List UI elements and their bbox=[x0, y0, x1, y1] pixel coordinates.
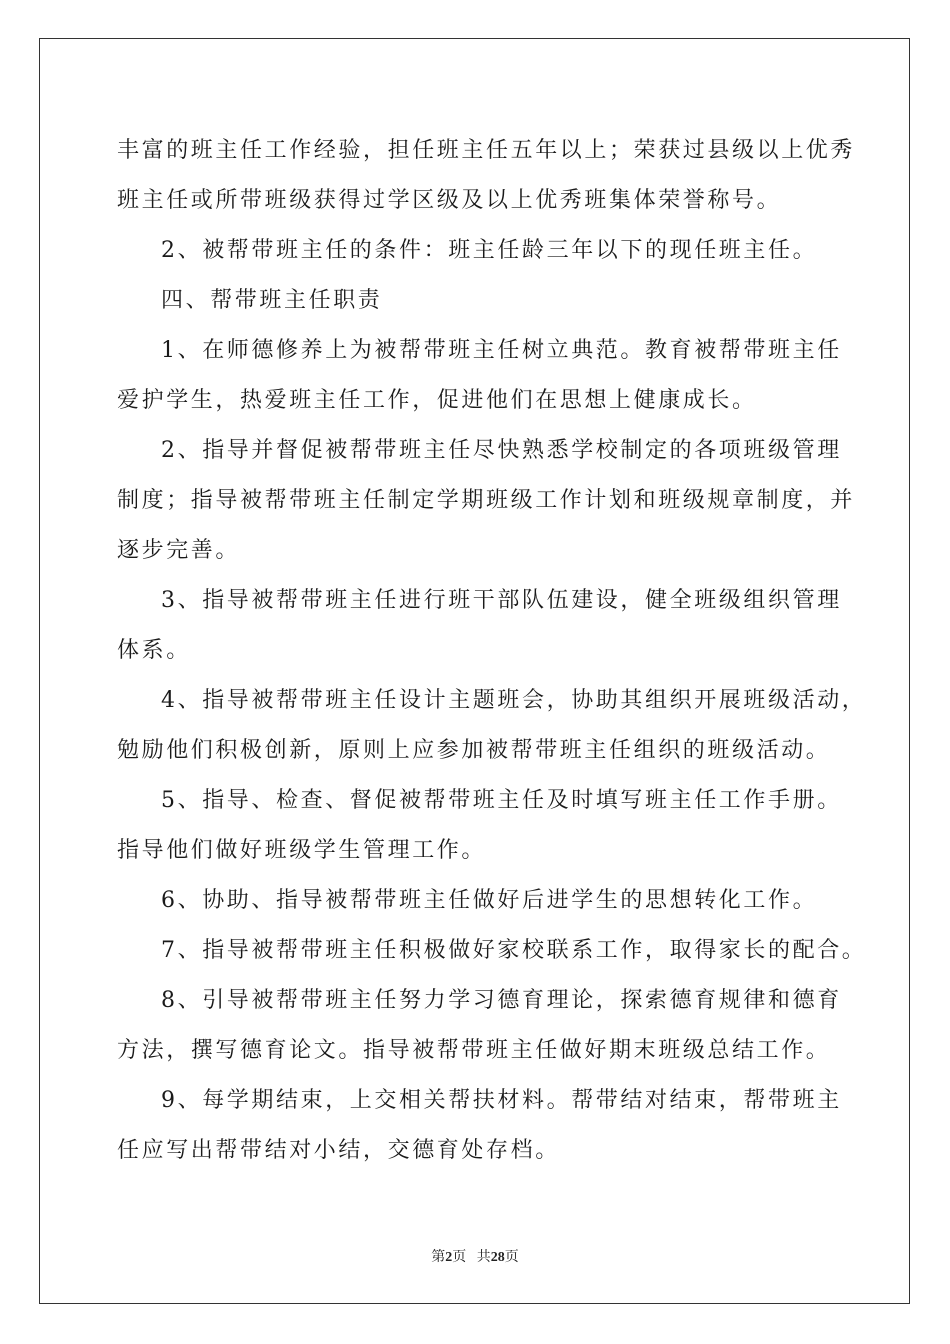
text-line: 9、每学期结束，上交相关帮扶材料。帮带结对结束，帮带班主 bbox=[161, 1088, 842, 1113]
text-line: 体系。 bbox=[117, 638, 191, 663]
text-line: 爱护学生，热爱班主任工作，促进他们在思想上健康成长。 bbox=[117, 388, 757, 413]
text-line: 勉励他们积极创新，原则上应参加被帮带班主任组织的班级活动。 bbox=[117, 738, 831, 763]
text-line: 5、指导、检查、督促被帮带班主任及时填写班主任工作手册。 bbox=[161, 788, 842, 813]
text-line: 7、指导被帮带班主任积极做好家校联系工作，取得家长的配合。 bbox=[161, 938, 867, 963]
text-line: 指导他们做好班级学生管理工作。 bbox=[117, 838, 487, 863]
total-prefix: 共 bbox=[476, 1250, 491, 1265]
text-line: 2、指导并督促被帮带班主任尽快熟悉学校制定的各项班级管理 bbox=[161, 438, 842, 463]
total-pages: 28 bbox=[490, 1250, 505, 1265]
text-line: 4、指导被帮带班主任设计主题班会，协助其组织开展班级活动， bbox=[161, 688, 867, 713]
text-line: 丰富的班主任工作经验，担任班主任五年以上；荣获过县级以上优秀 bbox=[117, 138, 856, 163]
text-line: 3、指导被帮带班主任进行班干部队伍建设，健全班级组织管理 bbox=[161, 588, 842, 613]
text-line: 2、被帮带班主任的条件：班主任龄三年以下的现任班主任。 bbox=[161, 238, 818, 263]
total-suffix: 页 bbox=[504, 1250, 519, 1265]
page-footer bbox=[0, 1246, 950, 1266]
document-body bbox=[117, 126, 867, 1176]
text-line: 制度；指导被帮带班主任制定学期班级工作计划和班级规章制度，并 bbox=[117, 488, 856, 513]
page-number: 2 bbox=[445, 1250, 453, 1265]
text-line: 8、引导被帮带班主任努力学习德育理论，探索德育规律和德育 bbox=[161, 988, 842, 1013]
page-prefix: 第 bbox=[431, 1250, 446, 1265]
text-line: 四、帮带班主任职责 bbox=[161, 288, 383, 313]
page-suffix: 页 bbox=[452, 1250, 467, 1265]
text-line: 逐步完善。 bbox=[117, 538, 241, 563]
text-line: 6、协助、指导被帮带班主任做好后进学生的思想转化工作。 bbox=[161, 888, 818, 913]
text-line: 任应写出帮带结对小结，交德育处存档。 bbox=[117, 1138, 560, 1163]
text-line: 班主任或所带班级获得过学区级及以上优秀班集体荣誉称号。 bbox=[117, 188, 782, 213]
text-line: 方法，撰写德育论文。指导被帮带班主任做好期末班级总结工作。 bbox=[117, 1038, 831, 1063]
text-line: 1、在师德修养上为被帮带班主任树立典范。教育被帮带班主任 bbox=[161, 338, 842, 363]
